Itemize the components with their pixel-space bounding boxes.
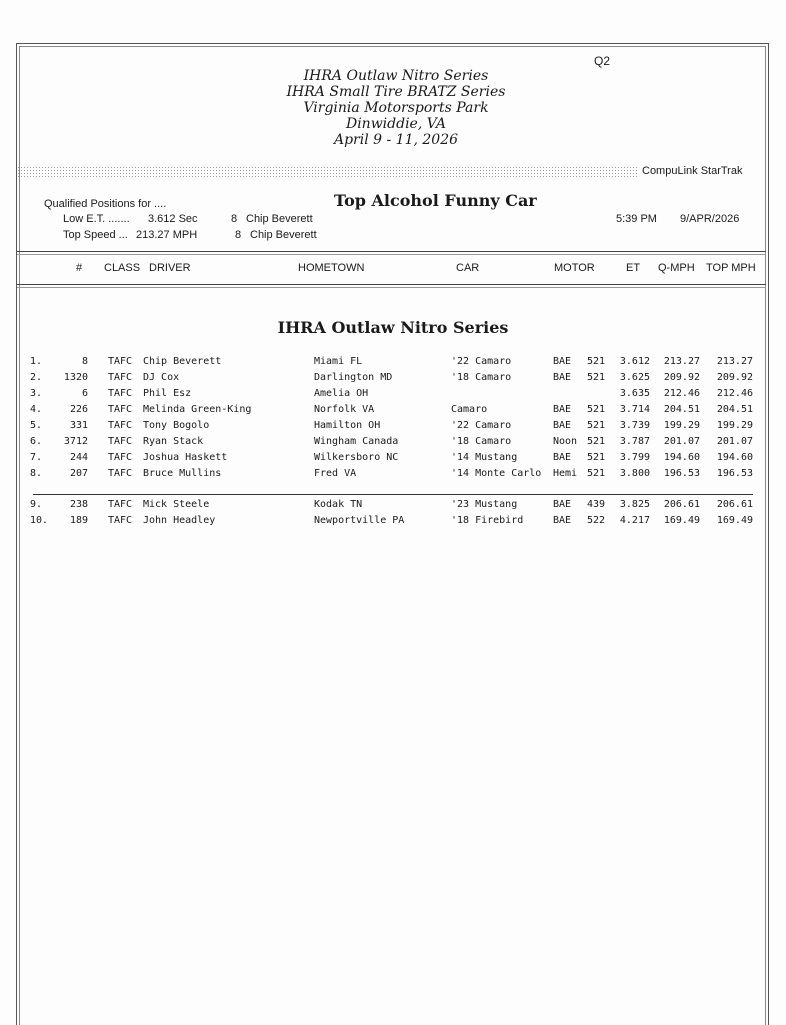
position-cell: 9.	[30, 499, 43, 510]
car-number-cell: 6	[81, 388, 88, 399]
brand-label: CompuLink StarTrak	[642, 165, 743, 177]
displacement-cell: 521	[586, 356, 605, 367]
event-series-line: IHRA Outlaw Nitro Series	[303, 68, 489, 84]
displacement-cell: 521	[586, 404, 605, 415]
col-header-topmph: TOP MPH	[706, 262, 756, 274]
car-cell: '22 Camaro	[451, 420, 512, 431]
qmph-cell: 201.07	[663, 436, 700, 447]
motor-cell: BAE	[553, 356, 572, 367]
driver-cell: John Headley	[143, 515, 216, 526]
driver-cell: Tony Bogolo	[143, 420, 210, 431]
position-cell: 4.	[30, 404, 43, 415]
car-number-cell: 238	[69, 499, 88, 510]
position-cell: 3.	[30, 388, 43, 399]
table-row	[0, 499, 786, 515]
class-cell: TAFC	[108, 420, 133, 431]
driver-cell: Ryan Stack	[143, 436, 204, 447]
hometown-cell: Amelia OH	[314, 388, 369, 399]
hometown-cell: Miami FL	[314, 356, 363, 367]
table-row	[0, 436, 786, 452]
et-cell: 3.625	[619, 372, 650, 383]
hometown-cell: Kodak TN	[314, 499, 363, 510]
car-cell: '18 Camaro	[451, 372, 512, 383]
top-speed-value: 213.27 MPH	[136, 229, 198, 241]
topmph-cell: 196.53	[716, 468, 753, 479]
motor-cell: Hemi	[553, 468, 578, 479]
motor-cell: BAE	[553, 372, 572, 383]
car-number-cell: 226	[69, 404, 88, 415]
event-subseries-line: IHRA Small Tire BRATZ Series	[286, 84, 506, 100]
col-header-car: CAR	[456, 262, 480, 274]
displacement-cell: 521	[586, 372, 605, 383]
et-cell: 3.799	[619, 452, 650, 463]
table-row	[0, 515, 786, 531]
car-cell: '23 Mustang	[451, 499, 518, 510]
topmph-cell: 213.27	[716, 356, 753, 367]
position-cell: 7.	[30, 452, 43, 463]
position-cell: 5.	[30, 420, 43, 431]
displacement-cell: 439	[586, 499, 605, 510]
position-cell: 10.	[30, 515, 49, 526]
position-cell: 1.	[30, 356, 43, 367]
driver-cell: Mick Steele	[143, 499, 210, 510]
motor-cell: Noon	[553, 436, 578, 447]
event-location-line: Dinwiddie, VA	[345, 116, 447, 132]
class-cell: TAFC	[108, 404, 133, 415]
class-cell: TAFC	[108, 356, 133, 367]
report-time: 5:39 PM	[616, 213, 657, 225]
dither-band	[17, 166, 639, 178]
car-cell: '18 Firebird	[451, 515, 524, 526]
qmph-cell: 213.27	[663, 356, 700, 367]
et-cell: 3.787	[619, 436, 650, 447]
header-rule-top	[17, 251, 766, 252]
driver-cell: Phil Esz	[143, 388, 192, 399]
driver-cell: Bruce Mullins	[143, 468, 222, 479]
class-cell: TAFC	[108, 499, 133, 510]
qmph-cell: 199.29	[663, 420, 700, 431]
topmph-cell: 201.07	[716, 436, 753, 447]
table-row	[0, 404, 786, 420]
qmph-cell: 212.46	[663, 388, 700, 399]
position-cell: 6.	[30, 436, 43, 447]
car-cell: Camaro	[451, 404, 488, 415]
col-header-hometown: HOMETOWN	[298, 262, 365, 274]
col-header-number: #	[76, 262, 83, 274]
car-number-cell: 8	[81, 356, 88, 367]
header-rule-top-inner	[17, 254, 766, 255]
et-cell: 3.739	[619, 420, 650, 431]
topmph-cell: 204.51	[716, 404, 753, 415]
low-et-label: Low E.T. .......	[63, 213, 130, 225]
qmph-cell: 196.53	[663, 468, 700, 479]
driver-cell: Melinda Green-King	[143, 404, 252, 415]
col-header-et: ET	[626, 262, 641, 274]
position-cell: 8.	[30, 468, 43, 479]
et-cell: 3.800	[619, 468, 650, 479]
qmph-cell: 206.61	[663, 499, 700, 510]
driver-cell: DJ Cox	[143, 372, 180, 383]
topmph-cell: 212.46	[716, 388, 753, 399]
topmph-cell: 194.60	[716, 452, 753, 463]
table-row	[0, 356, 786, 372]
table-row	[0, 372, 786, 388]
motor-cell: BAE	[553, 452, 572, 463]
displacement-cell: 522	[586, 515, 605, 526]
car-number-cell: 207	[69, 468, 88, 479]
qmph-cell: 209.92	[663, 372, 700, 383]
driver-cell: Joshua Haskett	[143, 452, 228, 463]
motor-cell: BAE	[553, 404, 572, 415]
hometown-cell: Darlington MD	[314, 372, 393, 383]
low-et-car-number: 8	[231, 213, 238, 225]
sheet-code: Q2	[594, 54, 611, 68]
position-cell: 2.	[30, 372, 43, 383]
qualified-label: Qualified Positions for ....	[44, 198, 167, 210]
car-cell: '18 Camaro	[451, 436, 512, 447]
et-cell: 3.714	[619, 404, 650, 415]
header-rule-bottom-inner	[17, 287, 766, 288]
class-cell: TAFC	[108, 436, 133, 447]
section-title: IHRA Outlaw Nitro Series	[277, 318, 509, 337]
car-number-cell: 1320	[63, 372, 88, 383]
table-row	[0, 452, 786, 468]
event-dates-line: April 9 - 11, 2026	[333, 132, 459, 148]
class-cell: TAFC	[108, 452, 133, 463]
class-cell: TAFC	[108, 388, 133, 399]
header-rule-bottom	[17, 284, 766, 285]
qualifier-cut-line	[33, 494, 753, 495]
et-cell: 3.825	[619, 499, 650, 510]
hometown-cell: Norfolk VA	[314, 404, 375, 415]
car-cell: '14 Mustang	[451, 452, 518, 463]
col-header-qmph: Q-MPH	[658, 262, 695, 274]
et-cell: 4.217	[619, 515, 650, 526]
et-cell: 3.612	[619, 356, 650, 367]
qmph-cell: 204.51	[663, 404, 700, 415]
displacement-cell: 521	[586, 452, 605, 463]
table-row	[0, 420, 786, 436]
report-date: 9/APR/2026	[680, 213, 740, 225]
col-header-driver: DRIVER	[149, 262, 191, 274]
low-et-value: 3.612 Sec	[148, 213, 198, 225]
col-header-motor: MOTOR	[554, 262, 595, 274]
table-row	[0, 388, 786, 404]
motor-cell: BAE	[553, 499, 572, 510]
class-cell: TAFC	[108, 372, 133, 383]
col-header-class: CLASS	[104, 262, 141, 274]
top-speed-car-number: 8	[235, 229, 242, 241]
hometown-cell: Hamilton OH	[314, 420, 381, 431]
car-number-cell: 189	[69, 515, 88, 526]
displacement-cell: 521	[586, 468, 605, 479]
topmph-cell: 199.29	[716, 420, 753, 431]
car-cell: '22 Camaro	[451, 356, 512, 367]
top-speed-driver: Chip Beverett	[250, 229, 317, 241]
car-cell: '14 Monte Carlo	[451, 468, 542, 479]
motor-cell: BAE	[553, 515, 572, 526]
hometown-cell: Newportville PA	[314, 515, 405, 526]
displacement-cell: 521	[586, 436, 605, 447]
hometown-cell: Fred VA	[314, 468, 357, 479]
class-cell: TAFC	[108, 468, 133, 479]
qmph-cell: 169.49	[663, 515, 700, 526]
table-row	[0, 468, 786, 484]
topmph-cell: 169.49	[716, 515, 753, 526]
car-number-cell: 244	[69, 452, 88, 463]
category-title: Top Alcohol Funny Car	[334, 191, 537, 210]
displacement-cell: 521	[586, 420, 605, 431]
event-venue-line: Virginia Motorsports Park	[303, 100, 489, 116]
class-cell: TAFC	[108, 515, 133, 526]
motor-cell: BAE	[553, 420, 572, 431]
topmph-cell: 209.92	[716, 372, 753, 383]
car-number-cell: 3712	[63, 436, 88, 447]
top-speed-label: Top Speed ...	[63, 229, 128, 241]
topmph-cell: 206.61	[716, 499, 753, 510]
hometown-cell: Wilkersboro NC	[314, 452, 399, 463]
low-et-driver: Chip Beverett	[246, 213, 313, 225]
et-cell: 3.635	[619, 388, 650, 399]
driver-cell: Chip Beverett	[143, 356, 222, 367]
hometown-cell: Wingham Canada	[314, 436, 399, 447]
qmph-cell: 194.60	[663, 452, 700, 463]
car-number-cell: 331	[69, 420, 88, 431]
